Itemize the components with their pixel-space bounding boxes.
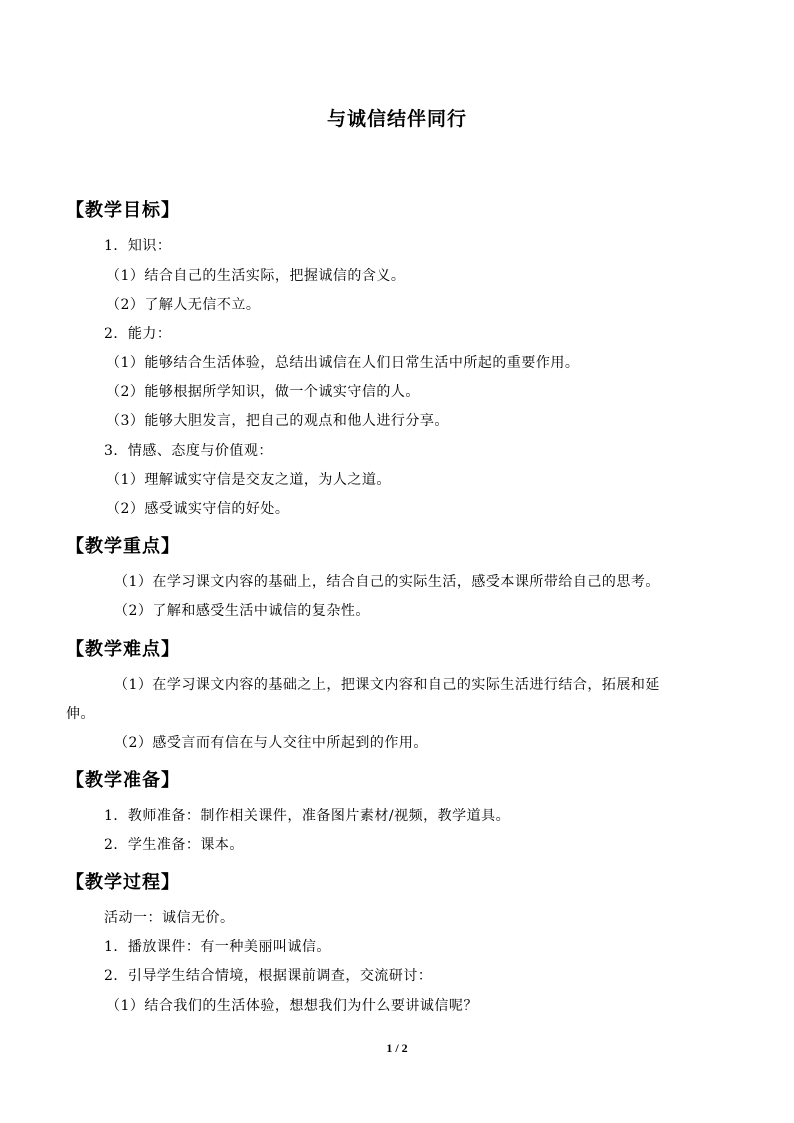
- section-heading-process: 【教学过程】: [66, 872, 180, 893]
- goals-line: （2）了解人无信不立。: [106, 297, 261, 313]
- process-line: （1）结合我们的生活体验，想想我们为什么要讲诚信呢？: [106, 998, 478, 1014]
- goals-line: （1）理解诚实守信是交友之道，为人之道。: [106, 472, 391, 488]
- section-heading-preparation: 【教学准备】: [66, 770, 180, 791]
- key-points-line: （1）在学习课文内容的基础上，结合自己的实际生活，感受本课所带给自己的思考。: [114, 574, 660, 590]
- process-line: 活动一：诚信无价。: [104, 910, 235, 926]
- process-line: 2．引导学生结合情境，根据课前调查，交流研讨：: [104, 968, 433, 984]
- section-heading-goals: 【教学目标】: [66, 200, 180, 221]
- goals-line: （1）结合自己的生活实际，把握诚信的含义。: [106, 268, 406, 284]
- goals-line: 3．情感、态度与价值观：: [104, 443, 273, 459]
- section-heading-difficulties: 【教学难点】: [66, 639, 180, 660]
- page-number: 1 / 2: [386, 1041, 408, 1055]
- goals-line: 1．知识：: [104, 238, 172, 254]
- goals-line: （3）能够大胆发言，把自己的观点和他人进行分享。: [106, 413, 449, 429]
- goals-line: （2）感受诚实守信的好处。: [106, 501, 290, 517]
- goals-line: （1）能够结合生活体验，总结出诚信在人们日常生活中所起的重要作用。: [106, 355, 580, 371]
- difficulties-line-wrap: 伸。: [66, 706, 95, 722]
- process-line: 1．播放课件：有一种美丽叫诚信。: [104, 939, 331, 955]
- preparation-line: 1．教师准备：制作相关课件，准备图片素材/视频，教学道具。: [104, 808, 511, 824]
- goals-line: （2）能够根据所学知识，做一个诚实守信的人。: [106, 384, 420, 400]
- difficulties-line: （2）感受言而有信在与人交往中所起到的作用。: [114, 735, 428, 751]
- preparation-line: 2．学生准备：课本。: [104, 837, 244, 853]
- page-title: 与诚信结伴同行: [326, 108, 467, 130]
- difficulties-line: （1）在学习课文内容的基础之上，把课文内容和自己的实际生活进行结合，拓展和延: [114, 677, 660, 693]
- goals-line: 2．能力：: [104, 326, 172, 342]
- key-points-line: （2）了解和感受生活中诚信的复杂性。: [114, 603, 370, 619]
- section-heading-key-points: 【教学重点】: [66, 536, 180, 557]
